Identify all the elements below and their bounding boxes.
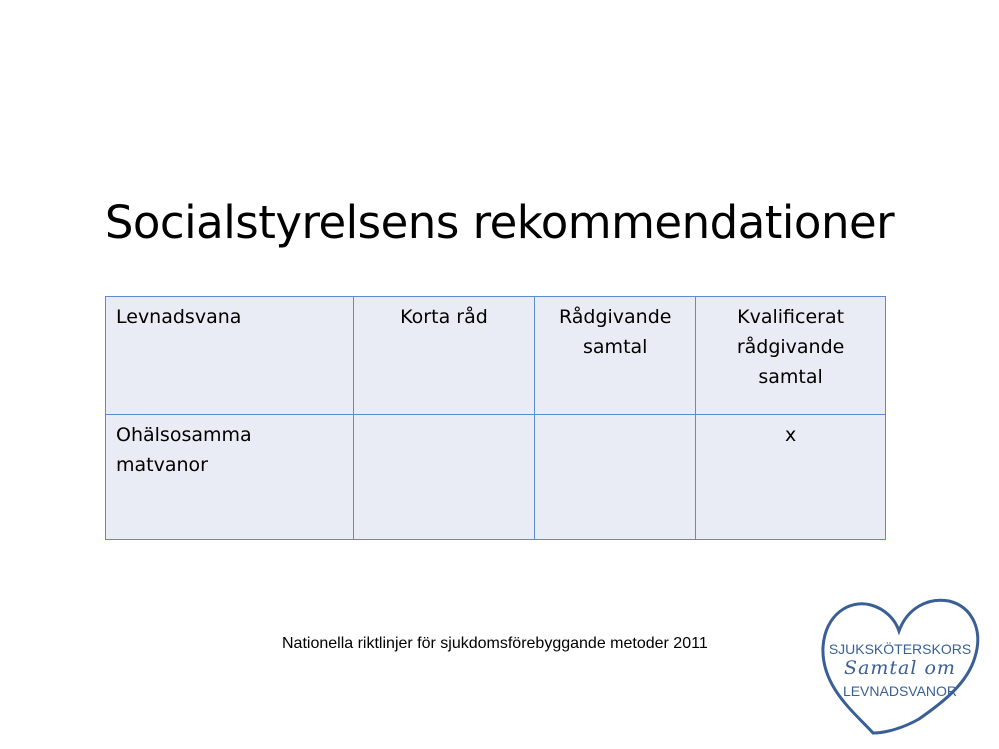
table-cell: x [696, 414, 886, 539]
slide-title: Socialstyrelsens rekommendationer [104, 196, 895, 249]
logo-line1: SJUKSKÖTERSKORS [828, 641, 972, 657]
recommendations-table [105, 296, 886, 540]
table-header-cell: Rådgivande samtal [535, 297, 696, 415]
table-header-cell: Kvalificerat rådgivande samtal [696, 297, 886, 415]
table-row [106, 414, 886, 539]
table-cell [535, 414, 696, 539]
table-header-cell: Levnadsvana [106, 297, 354, 415]
logo-line2: Samtal om [844, 657, 956, 679]
table-header-row [106, 297, 886, 415]
table-cell: Ohälsosamma matvanor [106, 414, 354, 539]
table-cell [353, 414, 535, 539]
source-citation: Nationella riktlinjer för sjukdomsförebyggande metoder 2011 [282, 635, 708, 652]
logo [815, 595, 985, 735]
logo-line3: LEVNADSVANOR [842, 683, 958, 699]
table-header-cell: Korta råd [353, 297, 535, 415]
